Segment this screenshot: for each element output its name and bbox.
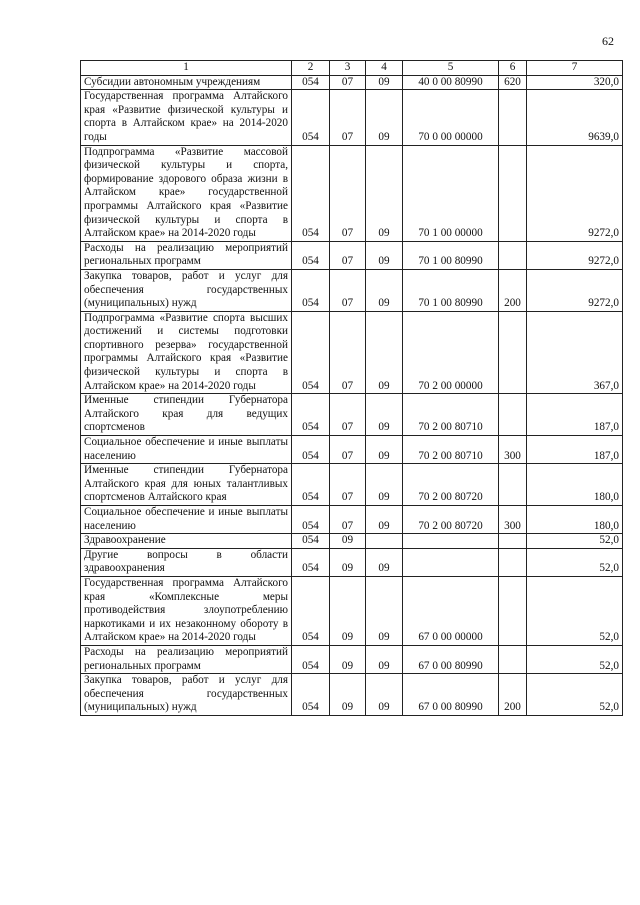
amount: 52,0 [527, 674, 623, 716]
row-name: Именные стипендии Губернатора Алтайского края для юных талантливых спортсменов Алтайского края [81, 464, 292, 506]
subsection-code: 09 [366, 645, 403, 673]
header-row [81, 61, 623, 76]
amount: 180,0 [527, 464, 623, 506]
target-code: 70 1 00 80990 [403, 269, 499, 311]
page-number: 62 [602, 34, 614, 48]
amount: 367,0 [527, 311, 623, 394]
ministry-code: 054 [292, 534, 330, 549]
header-cell: 3 [330, 61, 366, 76]
row-name: Расходы на реализацию мероприятий региональных программ [81, 241, 292, 269]
amount: 52,0 [527, 534, 623, 549]
ministry-code: 054 [292, 506, 330, 534]
subsection-code [366, 534, 403, 549]
target-code: 40 0 00 80990 [403, 75, 499, 90]
expense-type-code [499, 534, 527, 549]
row-name: Подпрограмма «Развитие массовой физической культуры и спорта, формирование здорового образа жизни в Алтайском крае» государственной программы Алтайского края «Развитие физической культуры и спорта в Алтайском крае» на 2014-2020 годы [81, 145, 292, 241]
expense-type-code [499, 90, 527, 145]
expense-type-code [499, 645, 527, 673]
header-cell: 2 [292, 61, 330, 76]
expense-type-code [499, 241, 527, 269]
ministry-code: 054 [292, 645, 330, 673]
expense-type-code [499, 464, 527, 506]
subsection-code: 09 [366, 75, 403, 90]
expense-type-code [499, 311, 527, 394]
target-code: 70 1 00 80990 [403, 241, 499, 269]
section-code: 09 [330, 645, 366, 673]
section-code: 07 [330, 90, 366, 145]
section-code: 07 [330, 506, 366, 534]
ministry-code: 054 [292, 464, 330, 506]
subsection-code: 09 [366, 90, 403, 145]
expense-type-code: 300 [499, 436, 527, 464]
ministry-code: 054 [292, 674, 330, 716]
ministry-code: 054 [292, 436, 330, 464]
subsection-code: 09 [366, 464, 403, 506]
expense-type-code [499, 394, 527, 436]
ministry-code: 054 [292, 576, 330, 645]
budget-table [80, 60, 623, 716]
amount: 180,0 [527, 506, 623, 534]
target-code: 67 0 00 80990 [403, 645, 499, 673]
table-row [81, 464, 623, 506]
ministry-code: 054 [292, 145, 330, 241]
subsection-code: 09 [366, 394, 403, 436]
ministry-code: 054 [292, 75, 330, 90]
table-row [81, 75, 623, 90]
target-code [403, 534, 499, 549]
row-name: Государственная программа Алтайского края «Комплексные меры противодействия злоупотреблению наркотиками и их незаконному обороту в Алтайском крае» на 2014-2020 годы [81, 576, 292, 645]
subsection-code: 09 [366, 311, 403, 394]
table-header [81, 61, 623, 76]
row-name: Расходы на реализацию мероприятий региональных программ [81, 645, 292, 673]
row-name: Государственная программа Алтайского края «Развитие физической культуры и спорта в Алтайском крае» на 2014-2020 годы [81, 90, 292, 145]
target-code: 70 1 00 00000 [403, 145, 499, 241]
target-code: 67 0 00 80990 [403, 674, 499, 716]
amount: 52,0 [527, 576, 623, 645]
expense-type-code: 620 [499, 75, 527, 90]
ministry-code: 054 [292, 311, 330, 394]
row-name: Закупка товаров, работ и услуг для обеспечения государственных (муниципальных) нужд [81, 269, 292, 311]
subsection-code: 09 [366, 674, 403, 716]
row-name: Закупка товаров, работ и услуг для обеспечения государственных (муниципальных) нужд [81, 674, 292, 716]
header-cell: 1 [81, 61, 292, 76]
table-row [81, 145, 623, 241]
amount: 320,0 [527, 75, 623, 90]
target-code: 70 0 00 00000 [403, 90, 499, 145]
subsection-code: 09 [366, 436, 403, 464]
section-code: 09 [330, 534, 366, 549]
target-code: 67 0 00 00000 [403, 576, 499, 645]
header-cell: 7 [527, 61, 623, 76]
table-row [81, 436, 623, 464]
table-row [81, 506, 623, 534]
row-name: Субсидии автономным учреждениям [81, 75, 292, 90]
target-code: 70 2 00 80710 [403, 436, 499, 464]
expense-type-code: 300 [499, 506, 527, 534]
expense-type-code [499, 145, 527, 241]
ministry-code: 054 [292, 269, 330, 311]
ministry-code: 054 [292, 241, 330, 269]
ministry-code: 054 [292, 90, 330, 145]
subsection-code: 09 [366, 576, 403, 645]
row-name: Именные стипендии Губернатора Алтайского края для ведущих спортсменов [81, 394, 292, 436]
section-code: 09 [330, 548, 366, 576]
target-code: 70 2 00 80720 [403, 464, 499, 506]
section-code: 07 [330, 269, 366, 311]
table-row [81, 645, 623, 673]
expense-type-code: 200 [499, 269, 527, 311]
table-row [81, 241, 623, 269]
subsection-code: 09 [366, 548, 403, 576]
row-name: Другие вопросы в области здравоохранения [81, 548, 292, 576]
section-code: 09 [330, 674, 366, 716]
target-code: 70 2 00 80720 [403, 506, 499, 534]
header-cell: 6 [499, 61, 527, 76]
amount: 52,0 [527, 645, 623, 673]
subsection-code: 09 [366, 145, 403, 241]
section-code: 07 [330, 145, 366, 241]
amount: 9639,0 [527, 90, 623, 145]
section-code: 07 [330, 464, 366, 506]
table-row [81, 576, 623, 645]
amount: 187,0 [527, 394, 623, 436]
row-name: Социальное обеспечение и иные выплаты населению [81, 436, 292, 464]
target-code [403, 548, 499, 576]
section-code: 09 [330, 576, 366, 645]
row-name: Социальное обеспечение и иные выплаты населению [81, 506, 292, 534]
target-code: 70 2 00 80710 [403, 394, 499, 436]
table-body [81, 75, 623, 715]
ministry-code: 054 [292, 548, 330, 576]
table-row [81, 674, 623, 716]
amount: 9272,0 [527, 241, 623, 269]
row-name: Здравоохранение [81, 534, 292, 549]
table-row [81, 311, 623, 394]
amount: 187,0 [527, 436, 623, 464]
subsection-code: 09 [366, 269, 403, 311]
amount: 52,0 [527, 548, 623, 576]
section-code: 07 [330, 311, 366, 394]
amount: 9272,0 [527, 145, 623, 241]
subsection-code: 09 [366, 506, 403, 534]
section-code: 07 [330, 394, 366, 436]
header-cell: 4 [366, 61, 403, 76]
row-name: Подпрограмма «Развитие спорта высших достижений и системы подготовки спортивного резерва» государственной программы Алтайского края «Развитие физической культуры и спорта в Алтайском крае» на 2014-2020 годы [81, 311, 292, 394]
section-code: 07 [330, 75, 366, 90]
table-row [81, 534, 623, 549]
amount: 9272,0 [527, 269, 623, 311]
header-cell: 5 [403, 61, 499, 76]
subsection-code: 09 [366, 241, 403, 269]
ministry-code: 054 [292, 394, 330, 436]
table-row [81, 90, 623, 145]
section-code: 07 [330, 436, 366, 464]
section-code: 07 [330, 241, 366, 269]
table-row [81, 394, 623, 436]
expense-type-code: 200 [499, 674, 527, 716]
expense-type-code [499, 576, 527, 645]
expense-type-code [499, 548, 527, 576]
target-code: 70 2 00 00000 [403, 311, 499, 394]
table-row [81, 548, 623, 576]
table-row [81, 269, 623, 311]
